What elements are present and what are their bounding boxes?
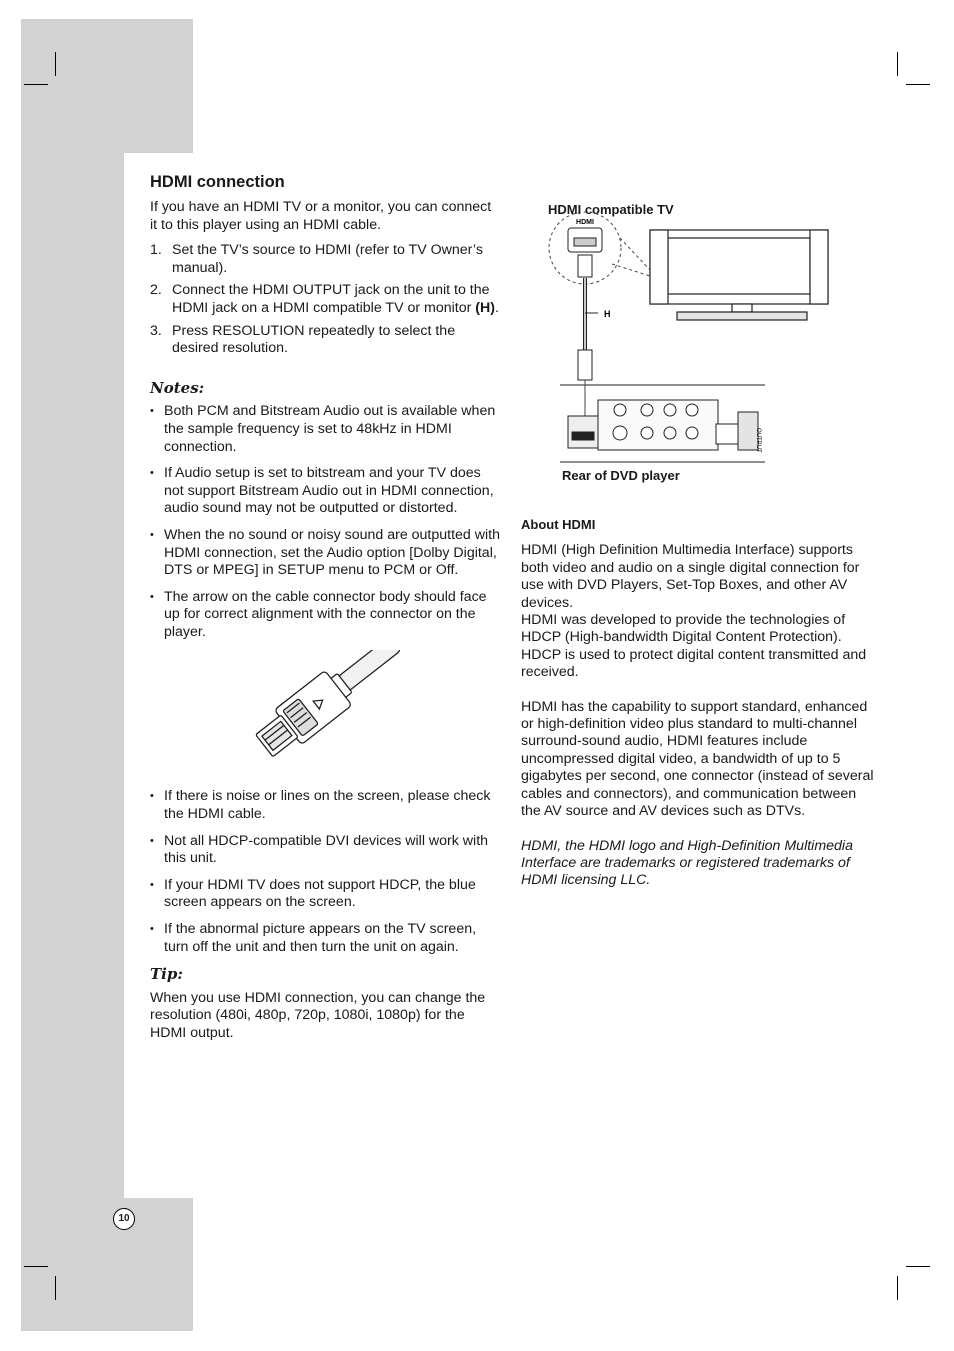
tip-text: When you use HDMI connection, you can change the resolution (480i, 480p, 720p, 1080i, 1080p) for the HDMI output. bbox=[150, 989, 486, 1041]
tv-label: HDMI compatible TV bbox=[548, 202, 674, 217]
page-title: HDMI connection bbox=[150, 173, 285, 191]
cable-label: H bbox=[604, 309, 611, 319]
dvd-rear-panel-icon bbox=[568, 400, 758, 450]
about-paragraph: HDMI has the capability to support standard, enhanced or high-definition video plus standard to multi-channel surround-sound audio, HDMI features include uncompressed digital video, a bandwidth of up to 5 gigabytes per second, one connector (instead of several cables and connectors), and communication between the AV source and AV devices such as DTVs. bbox=[521, 698, 874, 820]
about-paragraph: HDMI (High Definition Multimedia Interface) supports both video and audio on a single digital connection for use with DVD Players, Set-Top Boxes, and other AV devices. bbox=[521, 542, 860, 611]
connection-diagram bbox=[540, 200, 840, 490]
right-column bbox=[521, 516, 875, 890]
rear-label: Rear of DVD player bbox=[562, 468, 680, 483]
note-item: • If there is noise or lines on the screen, please check the HDMI cable. bbox=[150, 788, 502, 823]
left-column bbox=[150, 199, 502, 1051]
note-item: • The arrow on the cable connector body should face up for correct alignment with the connector on the player. bbox=[150, 589, 502, 642]
notes-heading: Notes: bbox=[150, 378, 205, 397]
tv-icon bbox=[650, 230, 828, 320]
step-item: 2. Connect the HDMI OUTPUT jack on the unit to the HDMI jack on a HDMI compatible TV or monitor (H). bbox=[150, 282, 499, 316]
note-item: • If Audio setup is set to bitstream and your TV does not support Bitstream Audio out in HDMI connection, audio sound may not be outputted or distorted. bbox=[150, 465, 502, 518]
hdmi-plug-illustration bbox=[150, 650, 502, 780]
margin-band-bottom bbox=[21, 1198, 193, 1331]
margin-band-side bbox=[21, 153, 124, 1198]
notes-list bbox=[150, 403, 502, 641]
about-heading: About HDMI bbox=[521, 517, 596, 532]
output-label: OUTPUT bbox=[755, 428, 761, 453]
trademark-note: HDMI, the HDMI logo and High-Definition Multimedia Interface are trademarks or registered trademarks of HDMI licensing LLC. bbox=[521, 837, 853, 889]
tip-heading: Tip: bbox=[150, 965, 183, 984]
about-paragraph: HDMI was developed to provide the technologies of HDCP (High-bandwidth Digital Content Protection). HDCP is used to protect digital content transmitted and received. bbox=[521, 612, 867, 681]
step-item: 3. Press RESOLUTION repeatedly to select the desired resolution. bbox=[150, 322, 456, 357]
step-item: 1. Set the TV’s source to HDMI (refer to TV Owner’s manual). bbox=[150, 242, 483, 276]
note-item: • Not all HDCP-compatible DVI devices will work with this unit. bbox=[150, 833, 502, 868]
note-item: • If your HDMI TV does not support HDCP, the blue screen appears on the screen. bbox=[150, 877, 502, 912]
page-number: 10 bbox=[113, 1208, 135, 1230]
note-item: • Both PCM and Bitstream Audio out is available when the sample frequency is set to 48kHz in HDMI connection. bbox=[150, 403, 502, 456]
hdmi-plug-icon bbox=[150, 650, 502, 780]
notes-list-continued bbox=[150, 788, 502, 956]
steps-list bbox=[150, 242, 502, 358]
diagram-drawing bbox=[540, 200, 840, 490]
note-item: • When the no sound or noisy sound are outputted with HDMI connection, set the Audio option [Dolby Digital, DTS or MPEG] in SETUP menu to PCM or Off. bbox=[150, 527, 502, 580]
hdmi-port-label: HDMI bbox=[576, 219, 594, 226]
note-item: • If the abnormal picture appears on the TV screen, turn off the unit and then turn the unit on again. bbox=[150, 921, 502, 956]
intro-text: If you have an HDMI TV or a monitor, you can connect it to this player using an HDMI cable. bbox=[150, 199, 492, 233]
margin-band-top bbox=[21, 19, 193, 153]
